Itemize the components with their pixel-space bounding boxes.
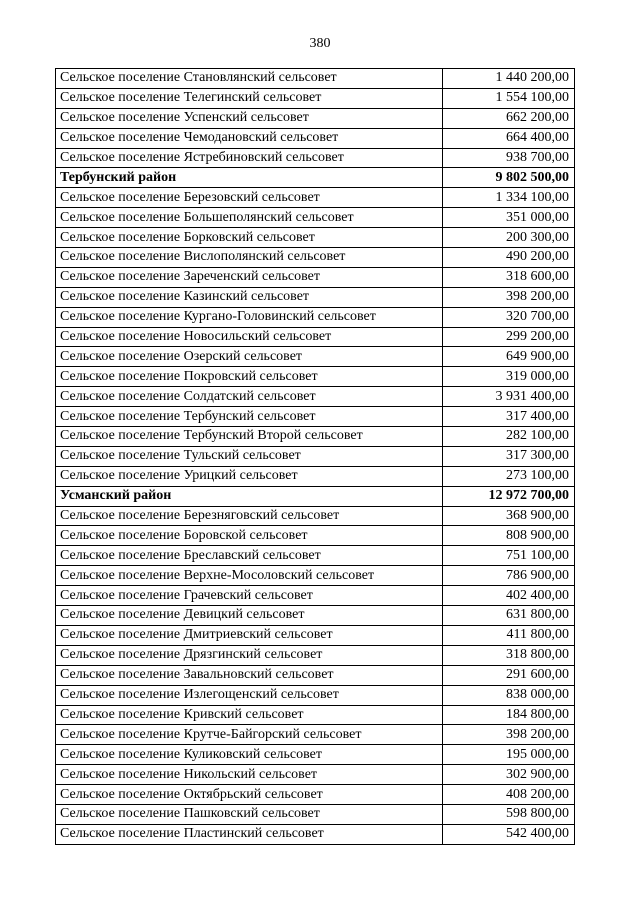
allocation-table [55, 68, 575, 845]
settlement-row [56, 765, 575, 785]
settlement-row [56, 606, 575, 626]
district-name: Тербунский район [56, 168, 443, 188]
settlement-name: Сельское поселение Кургано-Головинский сельсовет [56, 307, 443, 327]
settlement-amount: 542 400,00 [443, 824, 575, 844]
settlement-amount: 490 200,00 [443, 248, 575, 268]
settlement-amount: 184 800,00 [443, 705, 575, 725]
settlement-name: Сельское поселение Борковский сельсовет [56, 228, 443, 248]
settlement-name: Сельское поселение Солдатский сельсовет [56, 387, 443, 407]
settlement-amount: 302 900,00 [443, 765, 575, 785]
settlement-name: Сельское поселение Березняговский сельсовет [56, 506, 443, 526]
settlement-row [56, 466, 575, 486]
allocation-table-body [56, 69, 575, 845]
settlement-row [56, 725, 575, 745]
settlement-amount: 838 000,00 [443, 685, 575, 705]
settlement-amount: 291 600,00 [443, 665, 575, 685]
settlement-amount: 273 100,00 [443, 466, 575, 486]
settlement-name: Сельское поселение Верхне-Мосоловский сельсовет [56, 566, 443, 586]
settlement-amount: 662 200,00 [443, 108, 575, 128]
settlement-row [56, 506, 575, 526]
settlement-row [56, 665, 575, 685]
settlement-name: Сельское поселение Никольский сельсовет [56, 765, 443, 785]
settlement-row [56, 407, 575, 427]
settlement-name: Сельское поселение Успенский сельсовет [56, 108, 443, 128]
district-row [56, 168, 575, 188]
settlement-amount: 408 200,00 [443, 785, 575, 805]
settlement-row [56, 248, 575, 268]
settlement-name: Сельское поселение Куликовский сельсовет [56, 745, 443, 765]
settlement-amount: 1 334 100,00 [443, 188, 575, 208]
settlement-row [56, 148, 575, 168]
settlement-name: Сельское поселение Березовский сельсовет [56, 188, 443, 208]
settlement-name: Сельское поселение Бреславский сельсовет [56, 546, 443, 566]
settlement-row [56, 685, 575, 705]
settlement-name: Сельское поселение Казинский сельсовет [56, 287, 443, 307]
settlement-amount: 351 000,00 [443, 208, 575, 228]
settlement-row [56, 427, 575, 447]
settlement-row [56, 108, 575, 128]
settlement-row [56, 745, 575, 765]
settlement-row [56, 347, 575, 367]
settlement-row [56, 188, 575, 208]
settlement-amount: 200 300,00 [443, 228, 575, 248]
settlement-name: Сельское поселение Дрязгинский сельсовет [56, 645, 443, 665]
settlement-name: Сельское поселение Девицкий сельсовет [56, 606, 443, 626]
settlement-name: Сельское поселение Кривский сельсовет [56, 705, 443, 725]
settlement-amount: 402 400,00 [443, 586, 575, 606]
settlement-row [56, 128, 575, 148]
settlement-row [56, 824, 575, 844]
settlement-row [56, 645, 575, 665]
settlement-name: Сельское поселение Боровской сельсовет [56, 526, 443, 546]
settlement-amount: 631 800,00 [443, 606, 575, 626]
settlement-name: Сельское поселение Становлянский сельсовет [56, 69, 443, 89]
settlement-name: Сельское поселение Телегинский сельсовет [56, 88, 443, 108]
settlement-amount: 319 000,00 [443, 367, 575, 387]
settlement-amount: 398 200,00 [443, 725, 575, 745]
settlement-name: Сельское поселение Чемодановский сельсовет [56, 128, 443, 148]
settlement-amount: 1 554 100,00 [443, 88, 575, 108]
settlement-name: Сельское поселение Тульский сельсовет [56, 446, 443, 466]
settlement-name: Сельское поселение Вислополянский сельсовет [56, 248, 443, 268]
settlement-name: Сельское поселение Излегощенский сельсовет [56, 685, 443, 705]
settlement-amount: 411 800,00 [443, 625, 575, 645]
settlement-name: Сельское поселение Озерский сельсовет [56, 347, 443, 367]
settlement-name: Сельское поселение Октябрьский сельсовет [56, 785, 443, 805]
district-row [56, 486, 575, 506]
settlement-row [56, 705, 575, 725]
settlement-amount: 317 300,00 [443, 446, 575, 466]
settlement-name: Сельское поселение Зареченский сельсовет [56, 267, 443, 287]
settlement-amount: 282 100,00 [443, 427, 575, 447]
settlement-amount: 3 931 400,00 [443, 387, 575, 407]
settlement-amount: 938 700,00 [443, 148, 575, 168]
settlement-row [56, 586, 575, 606]
settlement-name: Сельское поселение Ястребиновский сельсовет [56, 148, 443, 168]
settlement-row [56, 367, 575, 387]
settlement-name: Сельское поселение Урицкий сельсовет [56, 466, 443, 486]
settlement-row [56, 69, 575, 89]
settlement-row [56, 546, 575, 566]
settlement-row [56, 327, 575, 347]
settlement-row [56, 208, 575, 228]
settlement-name: Сельское поселение Крутче-Байгорский сельсовет [56, 725, 443, 745]
settlement-name: Сельское поселение Грачевский сельсовет [56, 586, 443, 606]
settlement-row [56, 446, 575, 466]
settlement-row [56, 566, 575, 586]
settlement-amount: 318 600,00 [443, 267, 575, 287]
settlement-amount: 598 800,00 [443, 804, 575, 824]
district-name: Усманский район [56, 486, 443, 506]
settlement-amount: 751 100,00 [443, 546, 575, 566]
district-total-amount: 12 972 700,00 [443, 486, 575, 506]
settlement-row [56, 267, 575, 287]
page-number: 380 [309, 36, 331, 51]
settlement-name: Сельское поселение Большеполянский сельсовет [56, 208, 443, 228]
settlement-row [56, 785, 575, 805]
settlement-amount: 318 800,00 [443, 645, 575, 665]
settlement-amount: 398 200,00 [443, 287, 575, 307]
settlement-name: Сельское поселение Тербунский сельсовет [56, 407, 443, 427]
settlement-row [56, 387, 575, 407]
settlement-row [56, 287, 575, 307]
settlement-amount: 299 200,00 [443, 327, 575, 347]
settlement-name: Сельское поселение Новосильский сельсовет [56, 327, 443, 347]
settlement-row [56, 526, 575, 546]
settlement-row [56, 88, 575, 108]
district-total-amount: 9 802 500,00 [443, 168, 575, 188]
settlement-amount: 649 900,00 [443, 347, 575, 367]
settlement-row [56, 228, 575, 248]
settlement-amount: 195 000,00 [443, 745, 575, 765]
settlement-amount: 808 900,00 [443, 526, 575, 546]
settlement-name: Сельское поселение Тербунский Второй сельсовет [56, 427, 443, 447]
settlement-amount: 664 400,00 [443, 128, 575, 148]
settlement-row [56, 804, 575, 824]
settlement-amount: 320 700,00 [443, 307, 575, 327]
settlement-name: Сельское поселение Пашковский сельсовет [56, 804, 443, 824]
settlement-name: Сельское поселение Завальновский сельсовет [56, 665, 443, 685]
settlement-name: Сельское поселение Дмитриевский сельсовет [56, 625, 443, 645]
settlement-amount: 786 900,00 [443, 566, 575, 586]
settlement-amount: 317 400,00 [443, 407, 575, 427]
settlement-amount: 1 440 200,00 [443, 69, 575, 89]
settlement-row [56, 307, 575, 327]
settlement-name: Сельское поселение Покровский сельсовет [56, 367, 443, 387]
settlement-name: Сельское поселение Пластинский сельсовет [56, 824, 443, 844]
settlement-row [56, 625, 575, 645]
settlement-amount: 368 900,00 [443, 506, 575, 526]
